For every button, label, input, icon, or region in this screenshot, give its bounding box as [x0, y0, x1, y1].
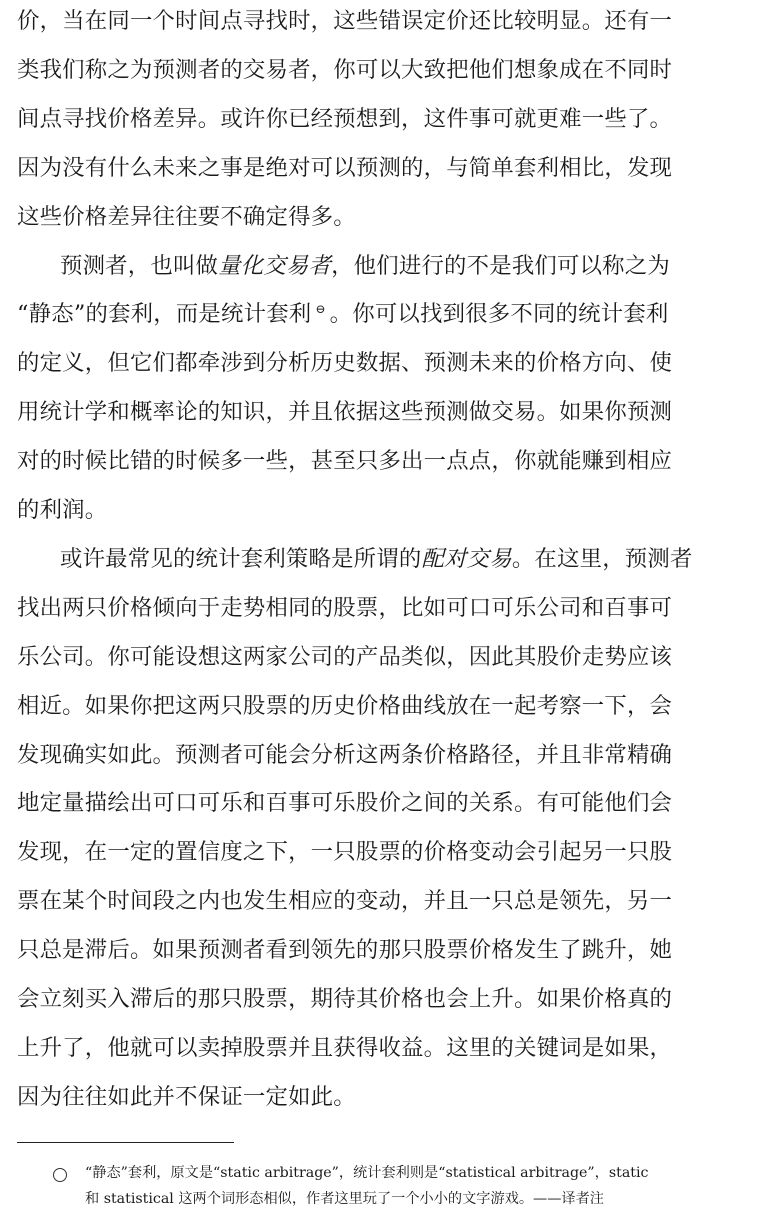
text-line: 乐公司。你可能设想这两家公司的产品类似，因此其股价走势应该 [17, 643, 673, 670]
text-run: ，他们进行的不是我们可以称之为 [331, 252, 670, 279]
footnote-marker-icon [53, 1168, 67, 1182]
text-run: 或许最常见的统计套利策略是所谓的 [60, 545, 422, 572]
emphasized-term: 量化交易者 [218, 252, 332, 279]
text-line: 这些价格差异往往要不确定得多。 [17, 203, 356, 230]
text-line: 价，当在同一个时间点寻找时，这些错误定价还比较明显。还有一 [17, 8, 673, 34]
footnote-separator [17, 1142, 234, 1143]
text-line: 发现，在一定的置信度之下，一只股票的价格变动会引起另一只股 [17, 839, 673, 866]
text-line: 相近。如果你把这两只股票的历史价格曲线放在一起考察一下，会 [17, 692, 673, 719]
text-line [17, 299, 747, 329]
text-line: 只总是滞后。如果预测者看到领先的那只股票价格发生了跳升，她 [17, 937, 673, 964]
text-line: 上升了，他就可以卖掉股票并且获得收益。这里的关键词是如果， [17, 1034, 673, 1061]
text-run: 。你可以找到很多不同的统计套利 [329, 301, 669, 328]
text-line: 因为没有什么未来之事是绝对可以预测的，与简单套利相比，发现 [17, 154, 673, 181]
text-run: 。在这里，预测者 [511, 545, 693, 572]
text-line: 地定量描绘出可口可乐和百事可乐股价之间的关系。有可能他们会 [17, 790, 673, 817]
paragraph-first-line [60, 251, 750, 281]
text-run: 预测者，也叫做 [60, 252, 219, 279]
text-line: 间点寻找价格差异。或许你已经预想到，这件事可就更难一些了。 [17, 105, 673, 132]
text-line: 发现确实如此。预测者可能会分析这两条价格路径，并且非常精确 [17, 741, 673, 768]
emphasized-term: 配对交易 [421, 545, 512, 572]
text-run: “静态”的套利，而是统计套利 [17, 301, 312, 328]
text-line: 对的时候比错的时候多一些，甚至只多出一点点，你就能赚到相应 [17, 448, 673, 475]
text-line: 的定义，但它们都牵涉到分析历史数据、预测未来的价格方向、使 [17, 350, 673, 377]
text-line: 票在某个时间段之内也发生相应的变动，并且一只总是领先，另一 [17, 888, 673, 915]
footnote-reference[interactable]: ⊖ [315, 301, 326, 316]
footnote-text-line: 和 statistical 这两个词形态相似，作者这里玩了一个小小的文字游戏。——译者注 [85, 1191, 604, 1207]
text-line: 用统计学和概率论的知识，并且依据这些预测做交易。如果你预测 [17, 399, 673, 426]
footnote-text-line: “静态”套利，原文是“static arbitrage”，统计套利则是“statistical arbitrage”，static [85, 1165, 649, 1181]
text-line: 因为往往如此并不保证一定如此。 [17, 1083, 356, 1110]
text-line: 会立刻买入滞后的那只股票，期待其价格也会上升。如果价格真的 [17, 986, 673, 1012]
paragraph-first-line [60, 544, 750, 574]
text-line: 的利润。 [17, 497, 108, 523]
text-line: 类我们称之为预测者的交易者，你可以大致把他们想象成在不同时 [17, 56, 673, 83]
text-line: 找出两只价格倾向于走势相同的股票，比如可口可乐公司和百事可 [17, 594, 673, 621]
